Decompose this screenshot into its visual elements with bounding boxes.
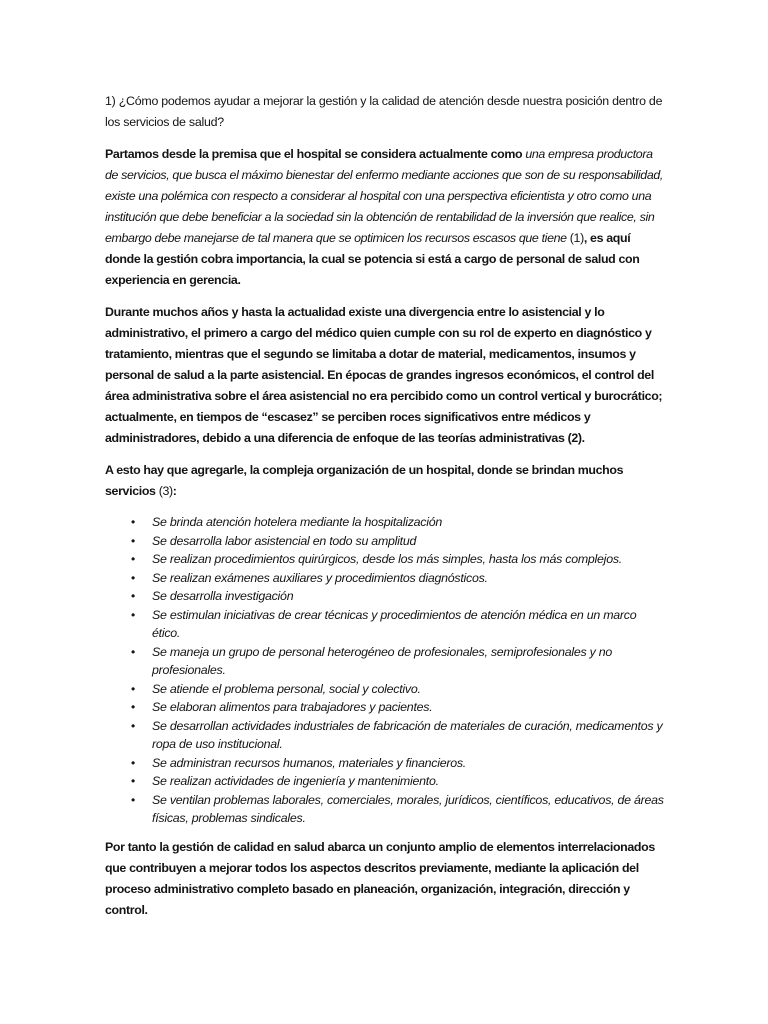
bullet-icon: • [131, 755, 135, 770]
document-page [105, 91, 665, 932]
services-list [105, 513, 665, 828]
list-item-text: Se elaboran alimentos para trabajadores y pacientes. [152, 700, 433, 714]
bullet-icon: • [131, 700, 135, 714]
list-item [105, 587, 665, 606]
paragraph-premise [105, 144, 665, 291]
list-item-text: Se atiende el problema personal, social y colectivo. [152, 681, 421, 696]
question-heading: 1) ¿Cómo podemos ayudar a mejorar la gestión y la calidad de atención desde nuestra posición dentro de los servicios de salud? [105, 94, 663, 129]
bullet-icon: • [131, 570, 135, 585]
list-item [105, 513, 665, 532]
bullet-icon: • [131, 774, 135, 788]
list-item [105, 569, 665, 588]
list-item [105, 791, 665, 828]
list-item-text: Se realizan exámenes auxiliares y procedimientos diagnósticos. [152, 570, 488, 585]
bullet-icon: • [131, 515, 135, 529]
paragraph-divergence: Durante muchos años y hasta la actualidad existe una divergencia entre lo asistencial y lo administrativo, el primero a cargo del médico quien cumple con su rol de experto en diagnóstico y tratamiento, mientras que el segundo se limitaba a dotar de material, medicamentos, insumos y personal de salud a la parte asistencial. En épocas de grandes ingresos económicos, el control del área administrativa sobre el área asistencial no era percibido como un control vertical y burocrático; actualmente, en tiempos de “escasez” se perciben roces significativos entre médicos y administradores, debido a una diferencia de enfoque de las teorías administrativas (2). [105, 305, 663, 445]
citation-3: (3) [158, 484, 173, 498]
list-item [105, 680, 665, 699]
bullet-icon: • [131, 533, 135, 548]
list-item-text: Se ventilan problemas laborales, comerciales, morales, jurídicos, científicos, educativos, de áreas físicas, problemas sindicales. [152, 792, 664, 825]
list-item [105, 754, 665, 773]
list-item [105, 698, 665, 717]
list-item-text: Se realizan procedimientos quirúrgicos, desde los más simples, hasta los más complejos. [152, 552, 622, 566]
list-item [105, 643, 665, 680]
bullet-icon: • [131, 681, 135, 696]
bullet-icon: • [131, 718, 135, 733]
bullet-icon: • [131, 792, 135, 807]
list-item [105, 772, 665, 791]
list-item-text: Se realizan actividades de ingeniería y mantenimiento. [152, 774, 439, 788]
list-item-text: Se estimulan iniciativas de crear técnicas y procedimientos de atención médica en un marco ético. [152, 607, 637, 640]
list-item-text: Se maneja un grupo de personal heterogéneo de profesionales, semiprofesionales y no profesionales. [152, 644, 613, 677]
bullet-icon: • [131, 552, 135, 566]
premise-quote: una empresa productora de servicios, que busca el máximo bienestar del enfermo mediante acciones que son de su responsabilidad, existe una polémica con respecto a considerar al hospital con una perspectiva eficientista y otro como una institución que debe beneficiar a la sociedad sin la obtención de rentabilidad de la inversión que realice, sin embargo debe manejarse de tal manera que se optimicen los recursos escasos que tiene [105, 147, 664, 245]
paragraph-conclusion: Por tanto la gestión de calidad en salud abarca un conjunto amplio de elementos interrelacionados que contribuyen a mejorar todos los aspectos descritos previamente, mediante la aplicación del proceso administrativo completo basado en planeación, organización, integración, dirección y control. [105, 839, 655, 917]
services-intro-colon: : [172, 484, 177, 498]
list-item [105, 550, 665, 569]
list-item [105, 717, 665, 754]
list-item-text: Se desarrolla investigación [152, 589, 294, 603]
bullet-icon: • [131, 607, 135, 622]
bullet-icon: • [131, 589, 135, 603]
services-intro-text: A esto hay que agregarle, la compleja organización de un hospital, donde se brindan muchos servicios [105, 463, 624, 498]
bullet-icon: • [131, 644, 135, 659]
list-item [105, 532, 665, 551]
paragraph-services-intro [105, 460, 665, 502]
list-item [105, 606, 665, 643]
premise-intro: Partamos desde la premisa que el hospital se considera actualmente como [105, 147, 526, 161]
list-item-text: Se desarrollan actividades industriales de fabricación de materiales de curación, medicamentos y ropa de uso institucional. [152, 718, 663, 751]
list-item-text: Se brinda atención hotelera mediante la hospitalización [152, 515, 443, 529]
citation-1: (1) [569, 231, 584, 245]
premise-conclusion: , es aquí donde la gestión cobra importancia, la cual se potencia si está a cargo de personal de salud con experiencia en gerencia. [105, 231, 640, 287]
list-item-text: Se administran recursos humanos, materiales y financieros. [152, 755, 466, 770]
list-item-text: Se desarrolla labor asistencial en todo su amplitud [152, 533, 417, 548]
